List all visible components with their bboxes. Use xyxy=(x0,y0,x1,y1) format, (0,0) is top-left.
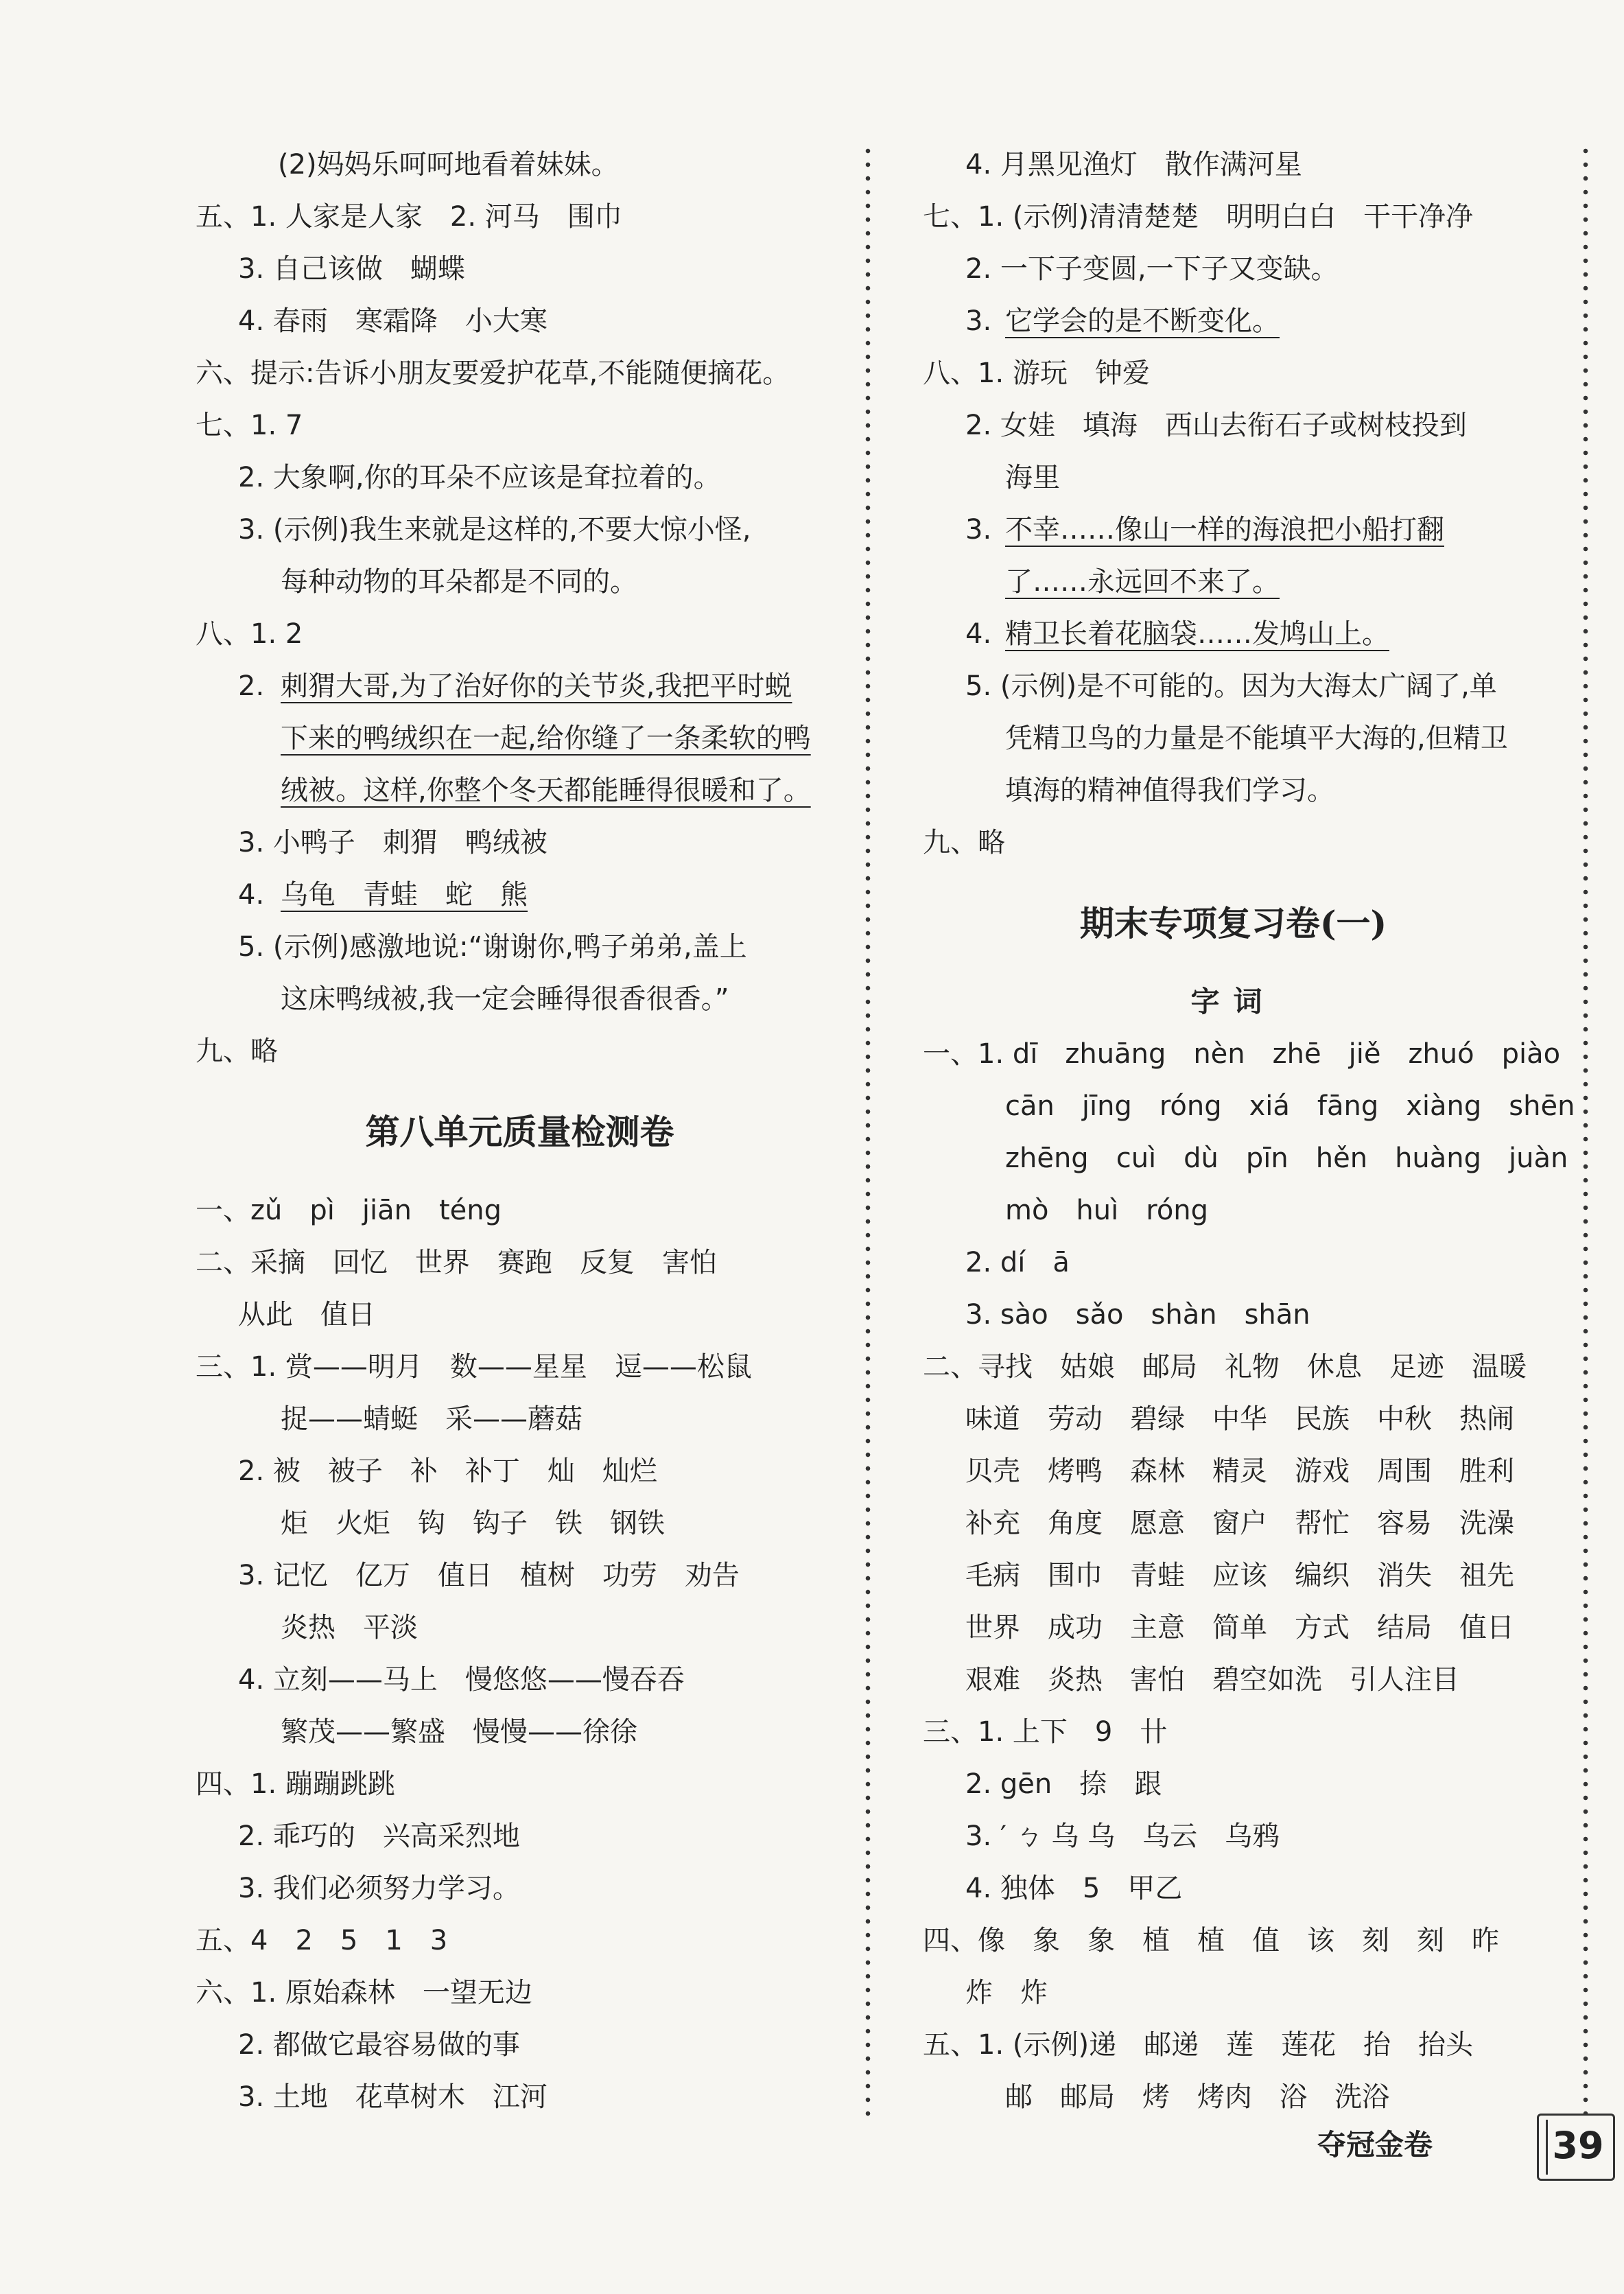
answer-line: 九、略 xyxy=(923,827,1005,858)
answer-line: 3. 小鸭子 刺猬 鸭绒被 xyxy=(238,827,548,858)
answer-line: 一、1. dī zhuāng nèn zhē jiě zhuó piào xyxy=(923,1038,1561,1070)
answer-line: 邮 邮局 烤 烤肉 浴 洗浴 xyxy=(1005,2081,1389,2113)
section-title: 第八单元质量检测卷 xyxy=(365,1112,674,1152)
answer-line: 每种动物的耳朵都是不同的。 xyxy=(281,566,637,598)
answer-line: 捉——蜻蜓 采——蘑菇 xyxy=(281,1403,582,1435)
answer-line: 5. (示例)感激地说:“谢谢你,鸭子弟弟,盖上 xyxy=(238,931,747,963)
answer-line: 四、像 象 象 植 植 值 该 刻 刻 昨 xyxy=(923,1925,1499,1956)
right-edge-dots xyxy=(1582,144,1589,2120)
answer-line: 一、zǔ pì jiān téng xyxy=(196,1195,502,1226)
answer-line: 2. 大象啊,你的耳朵不应该是耷拉着的。 xyxy=(238,462,721,493)
answer-line-underlined: 下来的鸭绒织在一起,给你缝了一条柔软的鸭 xyxy=(281,723,811,754)
answer-line: 炎热 平淡 xyxy=(281,1612,418,1643)
answer-line: zhēng cuì dù pīn hěn huàng juàn xyxy=(1005,1143,1568,1174)
answer-line: 5. (示例)是不可能的。因为大海太广阔了,单 xyxy=(965,670,1497,702)
answer-line: 3. 我们必须努力学习。 xyxy=(238,1873,520,1904)
answer-line: 2. dí ā xyxy=(965,1247,1070,1278)
answer-line: 艰难 炎热 害怕 碧空如洗 引人注目 xyxy=(965,1664,1459,1696)
answer-line: 毛病 围巾 青蛙 应该 编织 消失 祖先 xyxy=(965,1560,1514,1591)
answer-line: 六、1. 原始森林 一望无边 xyxy=(196,1977,532,2009)
answer-line: 4. 独体 5 甲乙 xyxy=(965,1873,1183,1904)
answer-line: 五、1. 人家是人家 2. 河马 围巾 xyxy=(196,201,622,233)
answer-line: 三、1. 赏——明月 数——星星 逗——松鼠 xyxy=(196,1351,752,1383)
answer-line: 繁茂——繁盛 慢慢——徐徐 xyxy=(281,1716,637,1748)
answer-line-underlined: 它学会的是不断变化。 xyxy=(1005,305,1280,337)
answer-line: 2. 女娃 填海 西山去衔石子或树枝投到 xyxy=(965,410,1467,441)
answer-line-underlined: 了……永远回不来了。 xyxy=(1005,566,1280,598)
answer-line: 海里 xyxy=(1005,462,1060,493)
answer-line: 3. 自己该做 蝴蝶 xyxy=(238,253,465,285)
answer-line: 2. 都做它最容易做的事 xyxy=(238,2029,520,2061)
answer-line: 九、略 xyxy=(196,1035,278,1067)
answer-line: cān jīng róng xiá fāng xiàng shēn xyxy=(1005,1090,1575,1122)
answer-line-underlined: 刺猬大哥,为了治好你的关节炎,我把平时蜕 xyxy=(281,670,792,702)
column-divider xyxy=(864,144,871,2120)
subsection-title: 字词 xyxy=(1190,985,1276,1018)
answer-line: 补充 角度 愿意 窗户 帮忙 容易 洗澡 xyxy=(965,1508,1514,1539)
answer-line: 炬 火炬 钩 钩子 铁 钢铁 xyxy=(281,1508,665,1539)
answer-line: 五、1. (示例)递 邮递 莲 莲花 抬 抬头 xyxy=(923,2029,1474,2061)
answer-line-underlined: 不幸……像山一样的海浪把小船打翻 xyxy=(1005,514,1444,546)
answer-number: 4. xyxy=(238,879,265,911)
answer-line: 3. 记忆 亿万 值日 植树 功劳 劝告 xyxy=(238,1560,740,1591)
answer-line: 3. ′ ㄅ 乌 乌 乌云 乌鸦 xyxy=(965,1821,1280,1852)
answer-line: 味道 劳动 碧绿 中华 民族 中秋 热闹 xyxy=(965,1403,1514,1435)
answer-line: 五、4 2 5 1 3 xyxy=(196,1925,448,1956)
answer-number: 4. xyxy=(965,618,992,650)
answer-line-underlined: 乌龟 青蛙 蛇 熊 xyxy=(281,879,528,911)
answer-line: 3. 土地 花草树木 江河 xyxy=(238,2081,548,2113)
answer-line: mò huì róng xyxy=(1005,1195,1209,1226)
answer-line: 2. gēn 捺 跟 xyxy=(965,1768,1162,1800)
answer-line: 八、1. 2 xyxy=(196,618,303,650)
answer-number: 3. xyxy=(965,305,992,337)
section-title: 期末专项复习卷(一) xyxy=(1079,903,1387,944)
answer-line: 2. 被 被子 补 补丁 灿 灿烂 xyxy=(238,1455,657,1487)
answer-line: 二、采摘 回忆 世界 赛跑 反复 害怕 xyxy=(196,1247,717,1278)
answer-line: 七、1. 7 xyxy=(196,410,303,441)
answer-line: 炸 炸 xyxy=(965,1977,1048,2009)
answer-line: 4. 春雨 寒霜降 小大寒 xyxy=(238,305,548,337)
answer-line: 填海的精神值得我们学习。 xyxy=(1005,775,1334,806)
answer-line: 贝壳 烤鸭 森林 精灵 游戏 周围 胜利 xyxy=(965,1455,1514,1487)
answer-number: 2. xyxy=(238,670,265,702)
answer-line: 二、寻找 姑娘 邮局 礼物 休息 足迹 温暖 xyxy=(923,1351,1527,1383)
answer-line: 从此 值日 xyxy=(238,1299,375,1331)
answer-line: 2. 一下子变圆,一下子又变缺。 xyxy=(965,253,1339,285)
answer-line-underlined: 精卫长着花脑袋……发鸠山上。 xyxy=(1005,618,1389,650)
answer-line-underlined: 绒被。这样,你整个冬天都能睡得很暖和了。 xyxy=(281,775,811,806)
answer-line: 世界 成功 主意 简单 方式 结局 值日 xyxy=(965,1612,1514,1643)
footer-brand: 夺冠金卷 xyxy=(1317,2128,1433,2162)
page-number: 39 xyxy=(1552,2124,1604,2167)
answer-number: 3. xyxy=(965,514,992,546)
answer-line: 六、提示:告诉小朋友要爱护花草,不能随便摘花。 xyxy=(196,358,790,389)
answer-line: 3. sào sǎo shàn shān xyxy=(965,1299,1310,1331)
answer-line: 八、1. 游玩 钟爱 xyxy=(923,358,1150,389)
answer-line: 3. (示例)我生来就是这样的,不要大惊小怪, xyxy=(238,514,751,546)
answer-line: 4. 月黑见渔灯 散作满河星 xyxy=(965,149,1302,180)
answer-line: (2)妈妈乐呵呵地看着妹妹。 xyxy=(278,149,619,180)
answer-line: 三、1. 上下 9 卄 xyxy=(923,1716,1168,1748)
answer-line: 七、1. (示例)清清楚楚 明明白白 干干净净 xyxy=(923,201,1474,233)
answer-line: 这床鸭绒被,我一定会睡得很香很香。” xyxy=(281,983,729,1015)
answer-line: 四、1. 蹦蹦跳跳 xyxy=(196,1768,395,1800)
answer-line: 4. 立刻——马上 慢悠悠——慢吞吞 xyxy=(238,1664,685,1696)
answer-line: 2. 乖巧的 兴高采烈地 xyxy=(238,1821,520,1852)
answer-line: 凭精卫鸟的力量是不能填平大海的,但精卫 xyxy=(1005,723,1508,754)
